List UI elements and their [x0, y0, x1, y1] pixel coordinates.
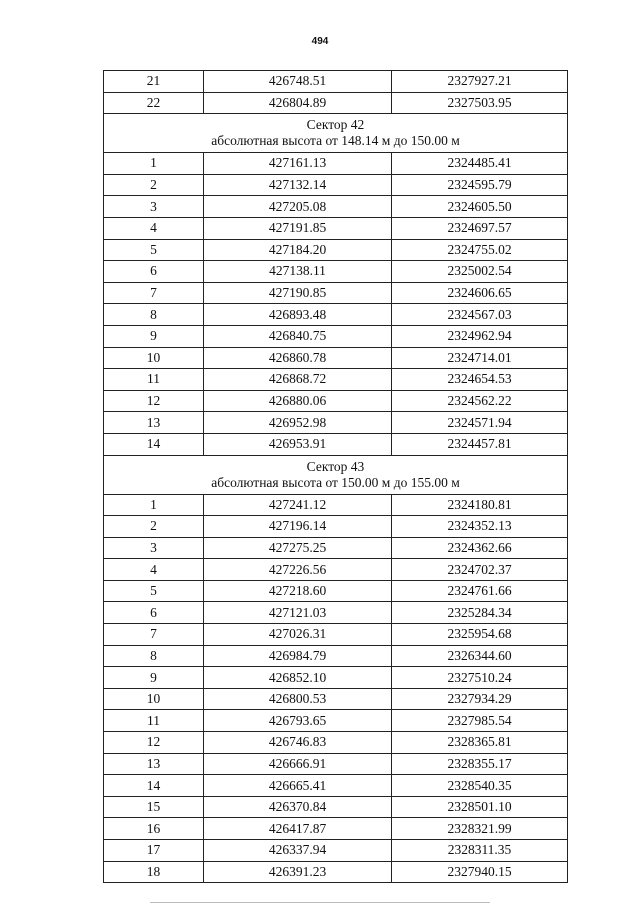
- x-coordinate-cell: 426953.91: [204, 433, 392, 455]
- y-coordinate-cell: 2324962.94: [392, 325, 568, 347]
- sector-title: Сектор 42: [306, 117, 365, 133]
- table-row: [104, 325, 568, 347]
- x-coordinate-cell: 426665.41: [204, 775, 392, 797]
- point-number-cell: 16: [104, 818, 204, 840]
- bottom-rule: [150, 902, 490, 903]
- point-number-cell: 17: [104, 840, 204, 862]
- y-coordinate-cell: 2327503.95: [392, 92, 568, 114]
- y-coordinate-cell: 2327934.29: [392, 688, 568, 710]
- table-row: [104, 369, 568, 391]
- x-coordinate-cell: 426893.48: [204, 304, 392, 326]
- y-coordinate-cell: 2324571.94: [392, 412, 568, 434]
- x-coordinate-cell: 426391.23: [204, 861, 392, 883]
- point-number-cell: 3: [104, 196, 204, 218]
- x-coordinate-cell: 427241.12: [204, 494, 392, 516]
- y-coordinate-cell: 2324567.03: [392, 304, 568, 326]
- y-coordinate-cell: 2324761.66: [392, 580, 568, 602]
- point-number-cell: 3: [104, 537, 204, 559]
- table-row: [104, 261, 568, 283]
- x-coordinate-cell: 426746.83: [204, 732, 392, 754]
- point-number-cell: 5: [104, 580, 204, 602]
- x-coordinate-cell: 427161.13: [204, 153, 392, 175]
- y-coordinate-cell: 2324362.66: [392, 537, 568, 559]
- x-coordinate-cell: 426868.72: [204, 369, 392, 391]
- y-coordinate-cell: 2324714.01: [392, 347, 568, 369]
- y-coordinate-cell: 2328355.17: [392, 753, 568, 775]
- x-coordinate-cell: 426880.06: [204, 390, 392, 412]
- x-coordinate-cell: 427190.85: [204, 282, 392, 304]
- table-row: [104, 732, 568, 754]
- y-coordinate-cell: 2325284.34: [392, 602, 568, 624]
- table-row: [104, 239, 568, 261]
- table-row: [104, 537, 568, 559]
- point-number-cell: 4: [104, 217, 204, 239]
- table-row: [104, 688, 568, 710]
- y-coordinate-cell: 2324485.41: [392, 153, 568, 175]
- sector-header-row: [104, 455, 568, 494]
- table-row: [104, 840, 568, 862]
- y-coordinate-cell: 2328540.35: [392, 775, 568, 797]
- table-row: [104, 753, 568, 775]
- sector-title: Сектор 43: [306, 458, 365, 474]
- x-coordinate-cell: 426666.91: [204, 753, 392, 775]
- y-coordinate-cell: 2324595.79: [392, 174, 568, 196]
- x-coordinate-cell: 427196.14: [204, 516, 392, 538]
- y-coordinate-cell: 2328365.81: [392, 732, 568, 754]
- x-coordinate-cell: 426793.65: [204, 710, 392, 732]
- x-coordinate-cell: 426417.87: [204, 818, 392, 840]
- table-row: [104, 861, 568, 883]
- point-number-cell: 5: [104, 239, 204, 261]
- y-coordinate-cell: 2328311.35: [392, 840, 568, 862]
- x-coordinate-cell: 426860.78: [204, 347, 392, 369]
- table-row: [104, 390, 568, 412]
- y-coordinate-cell: 2324180.81: [392, 494, 568, 516]
- page-number: 494: [311, 36, 329, 47]
- sector-header-row: [104, 114, 568, 153]
- x-coordinate-cell: 427275.25: [204, 537, 392, 559]
- point-number-cell: 2: [104, 516, 204, 538]
- y-coordinate-cell: 2324755.02: [392, 239, 568, 261]
- y-coordinate-cell: 2327985.54: [392, 710, 568, 732]
- point-number-cell: 6: [104, 261, 204, 283]
- table-row: [104, 282, 568, 304]
- x-coordinate-cell: 426852.10: [204, 667, 392, 689]
- table-row: [104, 602, 568, 624]
- point-number-cell: 8: [104, 645, 204, 667]
- y-coordinate-cell: 2324562.22: [392, 390, 568, 412]
- x-coordinate-cell: 427205.08: [204, 196, 392, 218]
- table-row: [104, 174, 568, 196]
- table-row: [104, 775, 568, 797]
- table-row: [104, 304, 568, 326]
- coordinates-table-body: [104, 71, 568, 883]
- table-row: [104, 412, 568, 434]
- x-coordinate-cell: 426748.51: [204, 71, 392, 93]
- point-number-cell: 7: [104, 624, 204, 646]
- table-row: [104, 710, 568, 732]
- table-row: [104, 494, 568, 516]
- point-number-cell: 11: [104, 369, 204, 391]
- table-row: [104, 433, 568, 455]
- x-coordinate-cell: 426952.98: [204, 412, 392, 434]
- y-coordinate-cell: 2324606.65: [392, 282, 568, 304]
- y-coordinate-cell: 2324605.50: [392, 196, 568, 218]
- y-coordinate-cell: 2324654.53: [392, 369, 568, 391]
- sector-header: [104, 455, 568, 494]
- y-coordinate-cell: 2325002.54: [392, 261, 568, 283]
- point-number-cell: 22: [104, 92, 204, 114]
- table-row: [104, 559, 568, 581]
- x-coordinate-cell: 426800.53: [204, 688, 392, 710]
- x-coordinate-cell: 427026.31: [204, 624, 392, 646]
- point-number-cell: 12: [104, 390, 204, 412]
- y-coordinate-cell: 2328501.10: [392, 796, 568, 818]
- table-row: [104, 92, 568, 114]
- table-row: [104, 624, 568, 646]
- x-coordinate-cell: 427132.14: [204, 174, 392, 196]
- point-number-cell: 13: [104, 753, 204, 775]
- table-row: [104, 217, 568, 239]
- table-row: [104, 645, 568, 667]
- y-coordinate-cell: 2327510.24: [392, 667, 568, 689]
- coordinates-table: [103, 70, 568, 883]
- x-coordinate-cell: 427184.20: [204, 239, 392, 261]
- point-number-cell: 21: [104, 71, 204, 93]
- y-coordinate-cell: 2328321.99: [392, 818, 568, 840]
- point-number-cell: 1: [104, 153, 204, 175]
- x-coordinate-cell: 427121.03: [204, 602, 392, 624]
- x-coordinate-cell: 426984.79: [204, 645, 392, 667]
- x-coordinate-cell: 426337.94: [204, 840, 392, 862]
- point-number-cell: 4: [104, 559, 204, 581]
- table-row: [104, 153, 568, 175]
- point-number-cell: 18: [104, 861, 204, 883]
- y-coordinate-cell: 2324352.13: [392, 516, 568, 538]
- x-coordinate-cell: 427191.85: [204, 217, 392, 239]
- table-row: [104, 818, 568, 840]
- point-number-cell: 9: [104, 325, 204, 347]
- y-coordinate-cell: 2327940.15: [392, 861, 568, 883]
- y-coordinate-cell: 2327927.21: [392, 71, 568, 93]
- point-number-cell: 11: [104, 710, 204, 732]
- table-row: [104, 796, 568, 818]
- y-coordinate-cell: 2324697.57: [392, 217, 568, 239]
- y-coordinate-cell: 2324702.37: [392, 559, 568, 581]
- point-number-cell: 1: [104, 494, 204, 516]
- point-number-cell: 14: [104, 433, 204, 455]
- y-coordinate-cell: 2325954.68: [392, 624, 568, 646]
- x-coordinate-cell: 427138.11: [204, 261, 392, 283]
- table-row: [104, 71, 568, 93]
- point-number-cell: 8: [104, 304, 204, 326]
- x-coordinate-cell: 426370.84: [204, 796, 392, 818]
- point-number-cell: 14: [104, 775, 204, 797]
- point-number-cell: 9: [104, 667, 204, 689]
- table-row: [104, 667, 568, 689]
- sector-header: [104, 114, 568, 153]
- x-coordinate-cell: 426840.75: [204, 325, 392, 347]
- x-coordinate-cell: 427218.60: [204, 580, 392, 602]
- y-coordinate-cell: 2324457.81: [392, 433, 568, 455]
- point-number-cell: 10: [104, 688, 204, 710]
- point-number-cell: 15: [104, 796, 204, 818]
- point-number-cell: 7: [104, 282, 204, 304]
- sector-altitude-range: абсолютная высота от 148.14 м до 150.00 м: [211, 133, 460, 149]
- x-coordinate-cell: 427226.56: [204, 559, 392, 581]
- table-row: [104, 347, 568, 369]
- point-number-cell: 6: [104, 602, 204, 624]
- point-number-cell: 2: [104, 174, 204, 196]
- point-number-cell: 10: [104, 347, 204, 369]
- point-number-cell: 12: [104, 732, 204, 754]
- table-row: [104, 196, 568, 218]
- point-number-cell: 13: [104, 412, 204, 434]
- x-coordinate-cell: 426804.89: [204, 92, 392, 114]
- table-row: [104, 516, 568, 538]
- table-row: [104, 580, 568, 602]
- sector-altitude-range: абсолютная высота от 150.00 м до 155.00 м: [211, 474, 460, 490]
- y-coordinate-cell: 2326344.60: [392, 645, 568, 667]
